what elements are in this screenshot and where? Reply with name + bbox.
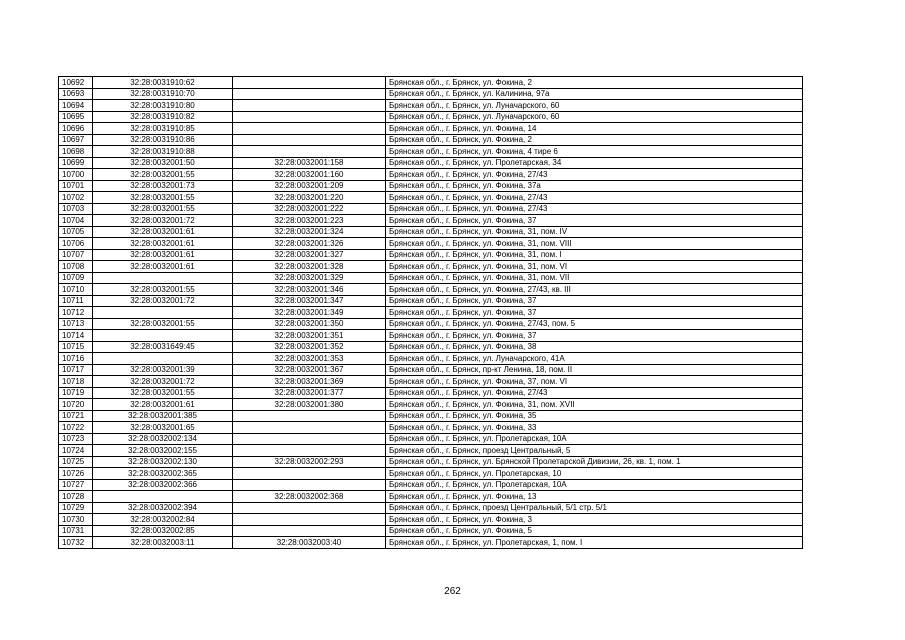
address-cell: Брянская обл., г. Брянск, ул. Фокина, 33 [386,422,803,434]
row-number-cell: 10731 [59,525,93,537]
row-number-cell: 10718 [59,376,93,388]
object-cadastral-number-cell: 32:28:0032001:327 [233,249,386,261]
row-number-cell: 10720 [59,399,93,411]
table-row [59,226,803,238]
address-cell: Брянская обл., г. Брянск, ул. Фокина, 31, пом. VIII [386,238,803,250]
table-row [59,238,803,250]
row-number-cell: 10699 [59,157,93,169]
row-number-cell: 10723 [59,433,93,445]
address-cell: Брянская обл., г. Брянск, ул. Брянской Пролетарской Дивизии, 26, кв. 1, пом. 1 [386,456,803,468]
row-number-cell: 10705 [59,226,93,238]
object-cadastral-number-cell: 32:28:0032001:222 [233,203,386,215]
table-row [59,456,803,468]
object-cadastral-number-cell: 32:28:0032001:377 [233,387,386,399]
address-cell: Брянская обл., г. Брянск, проезд Центральный, 5 [386,445,803,457]
address-cell: Брянская обл., г. Брянск, ул. Фокина, 13 [386,491,803,503]
object-cadastral-number-cell: 32:28:0032001:349 [233,307,386,319]
land-cadastral-number-cell: 32:28:0032002:366 [93,479,233,491]
land-cadastral-number-cell: 32:28:0032002:130 [93,456,233,468]
table-row [59,169,803,181]
table-row [59,203,803,215]
table-row [59,376,803,388]
object-cadastral-number-cell: 32:28:0032001:223 [233,215,386,227]
row-number-cell: 10732 [59,537,93,549]
land-cadastral-number-cell: 32:28:0032001:55 [93,284,233,296]
table-row [59,445,803,457]
address-cell: Брянская обл., г. Брянск, ул. Фокина, 37 [386,215,803,227]
land-cadastral-number-cell: 32:28:0032001:72 [93,215,233,227]
address-cell: Брянская обл., г. Брянск, проезд Центральный, 5/1 стр. 5/1 [386,502,803,514]
row-number-cell: 10717 [59,364,93,376]
object-cadastral-number-cell: 32:28:0032001:351 [233,330,386,342]
table-row [59,295,803,307]
object-cadastral-number-cell: 32:28:0032001:380 [233,399,386,411]
address-cell: Брянская обл., г. Брянск, ул. Фокина, 3 [386,514,803,526]
land-cadastral-number-cell: 32:28:0032001:61 [93,238,233,250]
table-row [59,157,803,169]
land-cadastral-number-cell: 32:28:0032001:55 [93,387,233,399]
row-number-cell: 10694 [59,100,93,112]
table-row [59,284,803,296]
address-cell: Брянская обл., г. Брянск, ул. Луначарского, 41А [386,353,803,365]
address-cell: Брянская обл., г. Брянск, ул. Фокина, 27/43, кв. III [386,284,803,296]
object-cadastral-number-cell: 32:28:0032001:353 [233,353,386,365]
row-number-cell: 10706 [59,238,93,250]
object-cadastral-number-cell [233,525,386,537]
address-cell: Брянская обл., г. Брянск, ул. Фокина, 27/43 [386,203,803,215]
address-cell: Брянская обл., г. Брянск, ул. Фокина, 27/43 [386,169,803,181]
land-cadastral-number-cell: 32:28:0032001:55 [93,192,233,204]
table-row [59,353,803,365]
row-number-cell: 10711 [59,295,93,307]
object-cadastral-number-cell: 32:28:0032001:352 [233,341,386,353]
object-cadastral-number-cell [233,88,386,100]
table-row [59,100,803,112]
row-number-cell: 10724 [59,445,93,457]
row-number-cell: 10695 [59,111,93,123]
object-cadastral-number-cell: 32:28:0032001:367 [233,364,386,376]
object-cadastral-number-cell [233,146,386,158]
land-cadastral-number-cell [93,272,233,284]
object-cadastral-number-cell: 32:28:0032001:326 [233,238,386,250]
table-row [59,479,803,491]
object-cadastral-number-cell: 32:28:0032001:158 [233,157,386,169]
object-cadastral-number-cell: 32:28:0032001:350 [233,318,386,330]
table-row [59,341,803,353]
land-cadastral-number-cell: 32:28:0031649:45 [93,341,233,353]
object-cadastral-number-cell: 32:28:0032001:369 [233,376,386,388]
table-row [59,502,803,514]
address-cell: Брянская обл., г. Брянск, ул. Фокина, 2 [386,134,803,146]
table-row [59,123,803,135]
address-cell: Брянская обл., г. Брянск, ул. Фокина, 27/43 [386,387,803,399]
address-cell: Брянская обл., г. Брянск, ул. Фокина, 14 [386,123,803,135]
land-cadastral-number-cell: 32:28:0032003:11 [93,537,233,549]
land-cadastral-number-cell: 32:28:0031910:62 [93,77,233,89]
table-row [59,88,803,100]
object-cadastral-number-cell [233,100,386,112]
address-cell: Брянская обл., г. Брянск, ул. Луначарского, 60 [386,100,803,112]
row-number-cell: 10692 [59,77,93,89]
row-number-cell: 10708 [59,261,93,273]
registry-table [58,76,803,549]
land-cadastral-number-cell: 32:28:0031910:88 [93,146,233,158]
address-cell: Брянская обл., г. Брянск, ул. Фокина, 5 [386,525,803,537]
object-cadastral-number-cell: 32:28:0032001:329 [233,272,386,284]
address-cell: Брянская обл., г. Брянск, ул. Фокина, 37а [386,180,803,192]
table-row [59,514,803,526]
row-number-cell: 10712 [59,307,93,319]
address-cell: Брянская обл., г. Брянск, ул. Пролетарская, 1, пом. I [386,537,803,549]
row-number-cell: 10702 [59,192,93,204]
table-row [59,180,803,192]
row-number-cell: 10729 [59,502,93,514]
object-cadastral-number-cell: 32:28:0032001:324 [233,226,386,238]
table-row [59,77,803,89]
land-cadastral-number-cell [93,353,233,365]
table-row [59,387,803,399]
address-cell: Брянская обл., г. Брянск, ул. Пролетарская, 10 [386,468,803,480]
table-row [59,272,803,284]
table-row [59,525,803,537]
land-cadastral-number-cell: 32:28:0032001:39 [93,364,233,376]
land-cadastral-number-cell: 32:28:0031910:80 [93,100,233,112]
table-row [59,261,803,273]
object-cadastral-number-cell [233,479,386,491]
table-row [59,215,803,227]
table-row [59,330,803,342]
land-cadastral-number-cell: 32:28:0032001:65 [93,422,233,434]
table-row [59,111,803,123]
land-cadastral-number-cell [93,491,233,503]
address-cell: Брянская обл., г. Брянск, ул. Фокина, 27/43, пом. 5 [386,318,803,330]
address-cell: Брянская обл., г. Брянск, ул. Фокина, 37, пом. VI [386,376,803,388]
object-cadastral-number-cell [233,502,386,514]
land-cadastral-number-cell: 32:28:0032002:134 [93,433,233,445]
land-cadastral-number-cell [93,330,233,342]
row-number-cell: 10710 [59,284,93,296]
land-cadastral-number-cell: 32:28:0032002:365 [93,468,233,480]
table-row [59,364,803,376]
address-cell: Брянская обл., г. Брянск, ул. Фокина, 35 [386,410,803,422]
object-cadastral-number-cell [233,433,386,445]
page-number: 262 [444,586,461,597]
land-cadastral-number-cell: 32:28:0032002:394 [93,502,233,514]
row-number-cell: 10704 [59,215,93,227]
object-cadastral-number-cell [233,123,386,135]
row-number-cell: 10715 [59,341,93,353]
land-cadastral-number-cell: 32:28:0032001:61 [93,226,233,238]
object-cadastral-number-cell [233,468,386,480]
land-cadastral-number-cell: 32:28:0032001:50 [93,157,233,169]
address-cell: Брянская обл., г. Брянск, ул. Фокина, 31, пом. XVII [386,399,803,411]
table-row [59,537,803,549]
object-cadastral-number-cell: 32:28:0032001:209 [233,180,386,192]
row-number-cell: 10714 [59,330,93,342]
land-cadastral-number-cell: 32:28:0032001:61 [93,261,233,273]
land-cadastral-number-cell: 32:28:0032001:72 [93,376,233,388]
row-number-cell: 10728 [59,491,93,503]
object-cadastral-number-cell [233,111,386,123]
table-row [59,249,803,261]
land-cadastral-number-cell: 32:28:0032001:61 [93,249,233,261]
address-cell: Брянская обл., г. Брянск, ул. Пролетарская, 10А [386,479,803,491]
address-cell: Брянская обл., г. Брянск, ул. Фокина, 31, пом. IV [386,226,803,238]
object-cadastral-number-cell: 32:28:0032001:346 [233,284,386,296]
object-cadastral-number-cell [233,134,386,146]
address-cell: Брянская обл., г. Брянск, ул. Фокина, 4 тире 6 [386,146,803,158]
land-cadastral-number-cell: 32:28:0032001:55 [93,318,233,330]
table-row [59,399,803,411]
object-cadastral-number-cell: 32:28:0032001:347 [233,295,386,307]
object-cadastral-number-cell [233,410,386,422]
row-number-cell: 10701 [59,180,93,192]
table-row [59,422,803,434]
table-row [59,307,803,319]
table-row [59,468,803,480]
row-number-cell: 10703 [59,203,93,215]
address-cell: Брянская обл., г. Брянск, ул. Фокина, 31, пом. I [386,249,803,261]
table-row [59,491,803,503]
address-cell: Брянская обл., г. Брянск, ул. Фокина, 38 [386,341,803,353]
land-cadastral-number-cell: 32:28:0032002:155 [93,445,233,457]
address-cell: Брянская обл., г. Брянск, ул. Фокина, 37 [386,295,803,307]
land-cadastral-number-cell: 32:28:0032001:55 [93,203,233,215]
table-row [59,410,803,422]
row-number-cell: 10696 [59,123,93,135]
address-cell: Брянская обл., г. Брянск, ул. Калинина, 97а [386,88,803,100]
address-cell: Брянская обл., г. Брянск, ул. Фокина, 31, пом. VII [386,272,803,284]
object-cadastral-number-cell [233,77,386,89]
land-cadastral-number-cell: 32:28:0032002:84 [93,514,233,526]
land-cadastral-number-cell: 32:28:0031910:86 [93,134,233,146]
object-cadastral-number-cell: 32:28:0032002:368 [233,491,386,503]
table-row [59,146,803,158]
object-cadastral-number-cell: 32:28:0032001:328 [233,261,386,273]
table-row [59,134,803,146]
row-number-cell: 10700 [59,169,93,181]
land-cadastral-number-cell: 32:28:0032001:61 [93,399,233,411]
table-row [59,192,803,204]
row-number-cell: 10716 [59,353,93,365]
land-cadastral-number-cell: 32:28:0031910:70 [93,88,233,100]
object-cadastral-number-cell [233,422,386,434]
row-number-cell: 10698 [59,146,93,158]
row-number-cell: 10721 [59,410,93,422]
address-cell: Брянская обл., г. Брянск, ул. Фокина, 37 [386,307,803,319]
land-cadastral-number-cell: 32:28:0032002:85 [93,525,233,537]
land-cadastral-number-cell: 32:28:0031910:82 [93,111,233,123]
address-cell: Брянская обл., г. Брянск, ул. Фокина, 37 [386,330,803,342]
row-number-cell: 10730 [59,514,93,526]
row-number-cell: 10697 [59,134,93,146]
object-cadastral-number-cell [233,445,386,457]
land-cadastral-number-cell [93,307,233,319]
address-cell: Брянская обл., г. Брянск, ул. Фокина, 2 [386,77,803,89]
address-cell: Брянская обл., г. Брянск, ул. Луначарского, 60 [386,111,803,123]
row-number-cell: 10719 [59,387,93,399]
address-cell: Брянская обл., г. Брянск, пр-кт Ленина, 18, пом. II [386,364,803,376]
row-number-cell: 10725 [59,456,93,468]
address-cell: Брянская обл., г. Брянск, ул. Пролетарская, 34 [386,157,803,169]
land-cadastral-number-cell: 32:28:0032001:385 [93,410,233,422]
row-number-cell: 10726 [59,468,93,480]
land-cadastral-number-cell: 32:28:0031910:85 [93,123,233,135]
object-cadastral-number-cell: 32:28:0032002:293 [233,456,386,468]
land-cadastral-number-cell: 32:28:0032001:55 [93,169,233,181]
object-cadastral-number-cell: 32:28:0032003:40 [233,537,386,549]
object-cadastral-number-cell [233,514,386,526]
land-cadastral-number-cell: 32:28:0032001:72 [93,295,233,307]
row-number-cell: 10707 [59,249,93,261]
row-number-cell: 10709 [59,272,93,284]
address-cell: Брянская обл., г. Брянск, ул. Фокина, 27/43 [386,192,803,204]
row-number-cell: 10727 [59,479,93,491]
registry-table-body [59,77,803,549]
row-number-cell: 10693 [59,88,93,100]
object-cadastral-number-cell: 32:28:0032001:160 [233,169,386,181]
table-row [59,433,803,445]
row-number-cell: 10722 [59,422,93,434]
table-row [59,318,803,330]
address-cell: Брянская обл., г. Брянск, ул. Фокина, 31, пом. VI [386,261,803,273]
land-cadastral-number-cell: 32:28:0032001:73 [93,180,233,192]
row-number-cell: 10713 [59,318,93,330]
object-cadastral-number-cell: 32:28:0032001:220 [233,192,386,204]
address-cell: Брянская обл., г. Брянск, ул. Пролетарская, 10А [386,433,803,445]
